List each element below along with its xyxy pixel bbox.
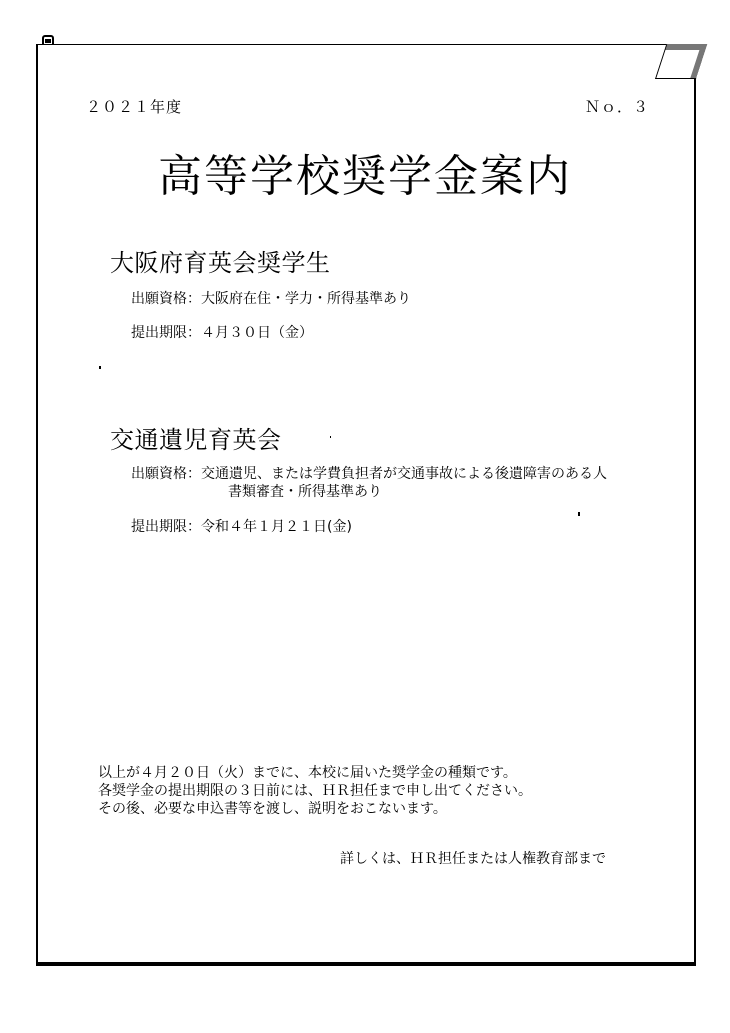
deadline-label: 提出期限： — [131, 325, 201, 341]
scholarship-2-name: 交通遺児育英会 — [110, 426, 282, 454]
page-title: 高等学校奨学金案内 — [158, 151, 572, 202]
scholarship-2-deadline — [131, 516, 352, 536]
contact-info: 詳しくは、ＨＲ担任または人権教育部まで — [340, 851, 606, 867]
scholarship-1-deadline — [131, 322, 313, 342]
scan-speck — [99, 366, 101, 369]
scan-speck — [578, 512, 580, 516]
scholarship-2-eligibility — [131, 465, 607, 501]
scholarship-1-eligibility — [131, 288, 411, 308]
eligibility-text: 大阪府在住・学力・所得基準あり — [201, 291, 411, 307]
deadline-text: ４月３０日（金） — [201, 325, 313, 341]
fiscal-year: ２０２１年度 — [86, 98, 183, 116]
note-line-3: その後、必要な申込書等を渡し、説明をおこないます。 — [98, 801, 447, 817]
eligibility-label: 出願資格： — [131, 291, 201, 307]
scholarship-1-name: 大阪府育英会奨学生 — [110, 249, 331, 277]
eligibility-label: 出願資格： — [131, 466, 201, 482]
folded-corner — [655, 44, 707, 79]
document-number: Ｎｏ．３ — [585, 98, 650, 116]
deadline-text: 令和４年１月２１日(金) — [201, 519, 352, 535]
scan-speck — [330, 436, 331, 438]
eligibility-text-line-1: 交通遺児、または学費負担者が交通事故による後遺障害のある人 — [201, 466, 607, 482]
eligibility-text-line-2: 書類審査・所得基準あり — [228, 484, 382, 500]
deadline-label: 提出期限： — [131, 519, 201, 535]
notes-block — [98, 764, 532, 818]
note-line-1: 以上が４月２０日（火）までに、本校に届いた奨学金の種類です。 — [98, 765, 517, 781]
note-line-2: 各奨学金の提出期限の３日前には、ＨＲ担任まで申し出てください。 — [98, 783, 532, 799]
